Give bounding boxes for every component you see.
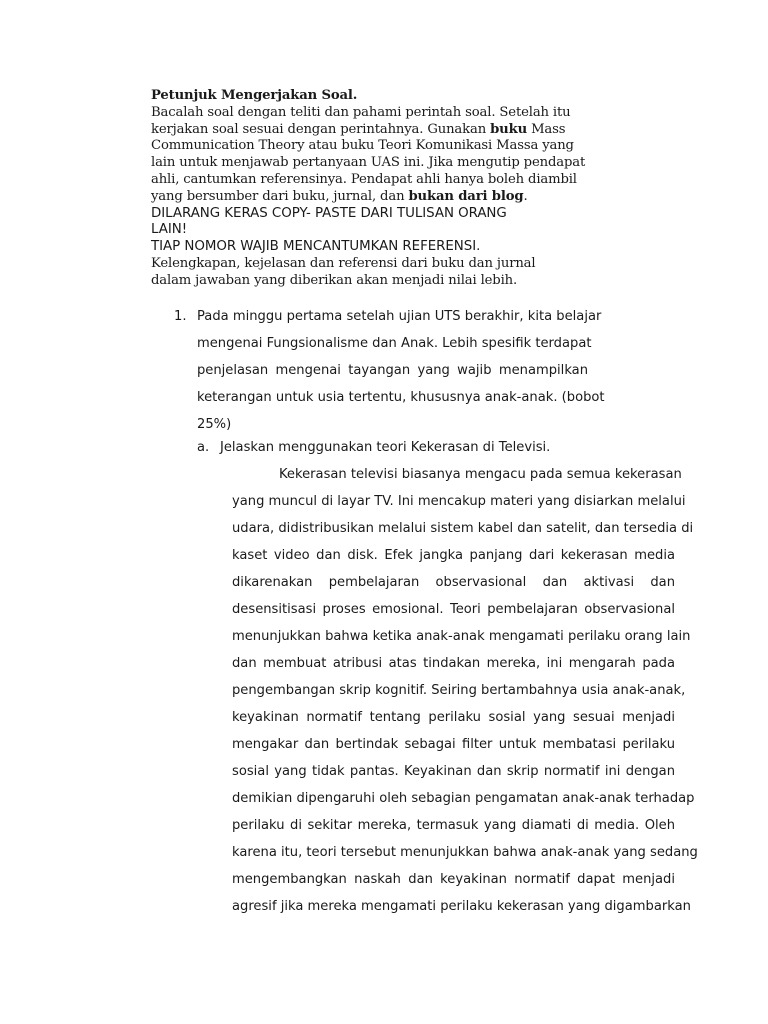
answer-line: sosial yang tidak pantas. Keyakinan dan skrip normatif ini dengan — [232, 764, 675, 779]
answer-line: pengembangan skrip kognitif. Seiring bertambahnya usia anak-anak, — [232, 683, 686, 698]
question-line: 25%) — [197, 417, 232, 432]
instructions-title: Petunjuk Mengerjakan Soal. — [151, 88, 358, 103]
question-line: penjelasan mengenai tayangan yang wajib menampilkan — [197, 363, 588, 378]
answer-line: desensitisasi proses emosional. Teori pembelajaran observasional — [232, 602, 675, 617]
answer-line: dikarenakan pembelajaran observasional dan aktivasi dan — [232, 575, 675, 590]
warning-line: DILARANG KERAS COPY- PASTE DARI TULISAN ORANG — [151, 205, 507, 221]
question-line: mengenai Fungsionalisme dan Anak. Lebih spesifik terdapat — [197, 336, 592, 351]
answer-line: keyakinan normatif tentang perilaku sosial yang sesuai menjadi — [232, 710, 675, 725]
answer-line: perilaku di sekitar mereka, termasuk yang diamati di media. Oleh — [232, 818, 675, 833]
question-number: 1. — [174, 309, 187, 324]
answer-line: menunjukkan bahwa ketika anak-anak mengamati perilaku orang lain — [232, 629, 691, 644]
instructions-line: dalam jawaban yang diberikan akan menjadi nilai lebih. — [151, 272, 518, 288]
instructions-line: yang bersumber dari buku, jurnal, dan bukan dari blog. — [151, 188, 528, 204]
answer-line: agresif jika mereka mengamati perilaku kekerasan yang digambarkan — [232, 899, 691, 914]
sub-question-a — [197, 438, 550, 458]
answer-line: udara, didistribusikan melalui sistem kabel dan satelit, dan tersedia di — [232, 521, 694, 536]
answer-line: karena itu, teori tersebut menunjukkan bahwa anak-anak yang sedang — [232, 845, 698, 860]
instructions-line: lain untuk menjawab pertanyaan UAS ini. Jika mengutip pendapat — [151, 155, 586, 171]
instructions-line: kerjakan soal sesuai dengan perintahnya. Gunakan buku Mass — [151, 121, 566, 137]
answer-line: Kekerasan televisi biasanya mengacu pada semua kekerasan — [279, 467, 682, 482]
instructions-line: Bacalah soal dengan teliti dan pahami perintah soal. Setelah itu — [151, 104, 571, 120]
instructions-block — [151, 88, 586, 290]
question-line: Pada minggu pertama setelah ujian UTS berakhir, kita belajar — [197, 309, 602, 324]
sub-question-text: Jelaskan menggunakan teori Kekerasan di Televisi. — [220, 440, 551, 455]
warning-line: TIAP NOMOR WAJIB MENCANTUMKAN REFERENSI. — [151, 239, 481, 255]
answer-paragraph — [232, 461, 698, 920]
answer-line: dan membuat atribusi atas tindakan mereka, ini mengarah pada — [232, 656, 675, 671]
instructions-line: Kelengkapan, kejelasan dan referensi dari buku dan jurnal — [151, 255, 536, 271]
answer-line: yang muncul di layar TV. Ini mencakup materi yang disiarkan melalui — [232, 494, 686, 509]
answer-line: demikian dipengaruhi oleh sebagian pengamatan anak-anak terhadap — [232, 791, 695, 806]
sub-question-label: a. — [197, 440, 210, 455]
instructions-line: ahli, cantumkan referensinya. Pendapat ahli hanya boleh diambil — [151, 171, 577, 187]
instructions-line: Communication Theory atau buku Teori Komunikasi Massa yang — [151, 138, 574, 154]
question-1 — [174, 303, 605, 438]
answer-line: mengakar dan bertindak sebagai filter untuk membatasi perilaku — [232, 737, 675, 752]
warning-line: LAIN! — [151, 222, 188, 238]
answer-line: mengembangkan naskah dan keyakinan normatif dapat menjadi — [232, 872, 675, 887]
question-line: keterangan untuk usia tertentu, khususnya anak-anak. (bobot — [197, 390, 605, 405]
answer-line: kaset video dan disk. Efek jangka panjang dari kekerasan media — [232, 548, 675, 563]
question-text — [197, 303, 605, 438]
